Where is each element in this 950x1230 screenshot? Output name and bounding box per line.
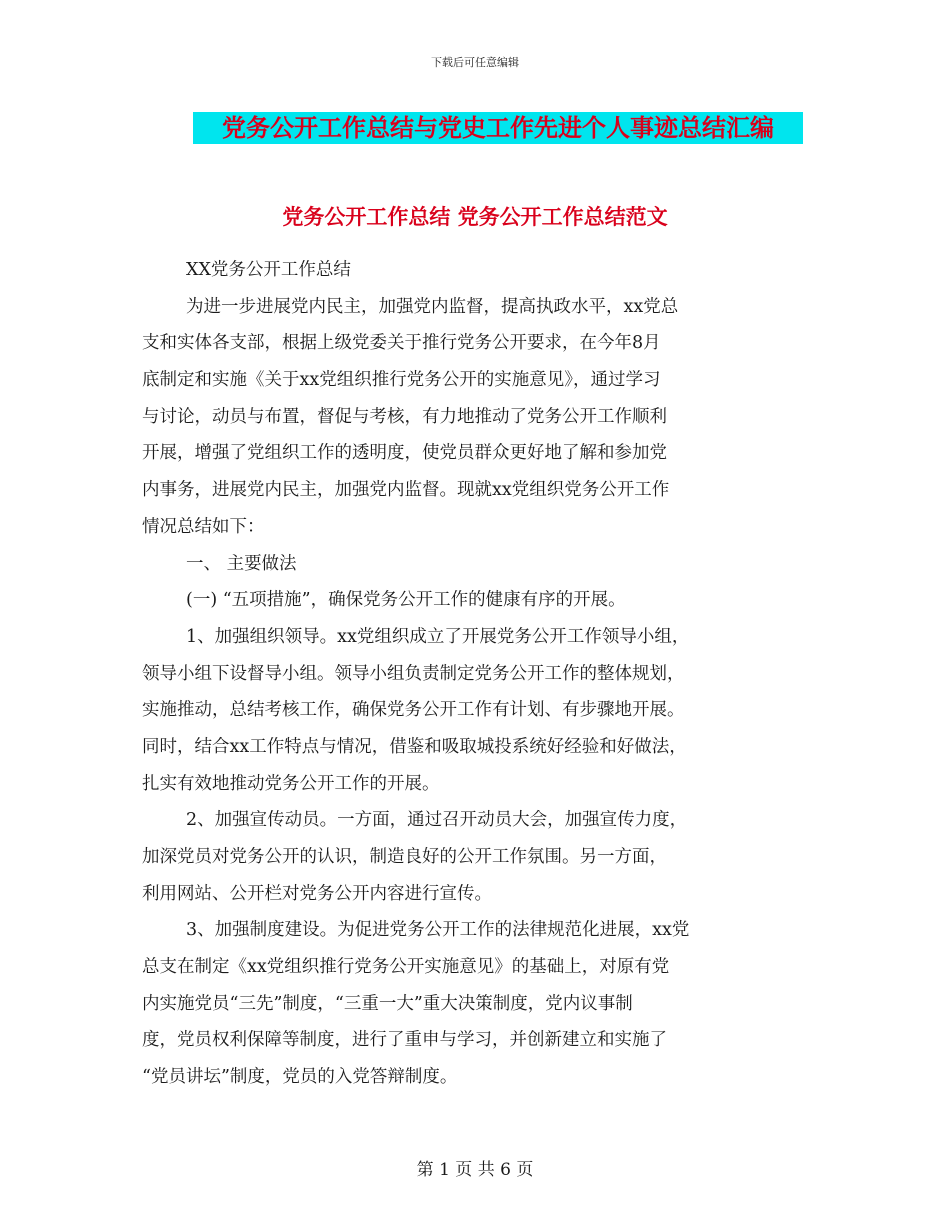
subsection-heading: (一) “五项措施”，确保党务公开工作的健康有序的开展。 [186,590,626,611]
paragraph-line: “党员讲坛”制度，党员的入党答辩制度。 [142,1067,458,1088]
paragraph-line: 扎实有效地推动党务公开工作的开展。 [142,773,440,794]
paragraph-line: 情况总结如下： [142,516,265,537]
paragraph-line: 实施推动，总结考核工作，确保党务公开工作有计划、有步骤地开展。 [142,700,685,721]
paragraph-line: 底制定和实施《关于xx党组织推行党务公开的实施意见》，通过学习 [142,370,661,391]
paragraph-line: 与讨论，动员与布置，督促与考核，有力地推动了党务公开工作顺利 [142,406,667,427]
paragraph-line: 加深党员对党务公开的认识，制造良好的公开工作氛围。另一方面， [142,847,667,867]
paragraph-line: 2、加强宣传动员。一方面，通过召开动员大会，加强宣传力度， [186,810,688,831]
subtitle: 党务公开工作总结 党务公开工作总结范文 [282,204,668,229]
paragraph-line: 领导小组下设督导小组。领导小组负责制定党务公开工作的整体规划， [142,663,685,684]
paragraph-line: 内事务，进展党内民主，加强党内监督。现就xx党组织党务公开工作 [142,480,670,501]
paragraph-line: 为进一步进展党内民主，加强党内监督，提高执政水平，xx党总 [186,296,679,317]
paragraph-line: 内实施党员“三先”制度，“三重一大”重大决策制度，党内议事制 [142,993,633,1014]
section-heading: 一、 主要做法 [186,553,297,574]
paragraph-heading: XX党务公开工作总结 [186,260,351,280]
document-body [142,252,822,1096]
paragraph-line: 3、加强制度建设。为促进党务公开工作的法律规范化进展，xx党 [186,920,690,941]
header-note: 下载后可任意编辑 [431,56,519,69]
main-title: 党务公开工作总结与党史工作先进个人事迹总结汇编 [193,112,803,144]
paragraph-line: 度，党员权利保障等制度，进行了重申与学习，并创新建立和实施了 [142,1030,667,1051]
paragraph-line: 总支在制定《xx党组织推行党务公开实施意见》的基础上，对原有党 [142,957,670,978]
page-number-footer: 第 1 页 共 6 页 [416,1160,534,1180]
paragraph-line: 支和实体各支部，根据上级党委关于推行党务公开要求，在今年8月 [142,333,661,354]
paragraph-line: 开展，增强了党组织工作的透明度，使党员群众更好地了解和参加党 [142,443,667,464]
paragraph-line: 1、加强组织领导。xx党组织成立了开展党务公开工作领导小组， [186,626,690,647]
paragraph-line: 利用网站、公开栏对党务公开内容进行宣传。 [142,883,492,904]
paragraph-line: 同时，结合xx工作特点与情况，借鉴和吸取城投系统好经验和好做法， [142,736,687,757]
